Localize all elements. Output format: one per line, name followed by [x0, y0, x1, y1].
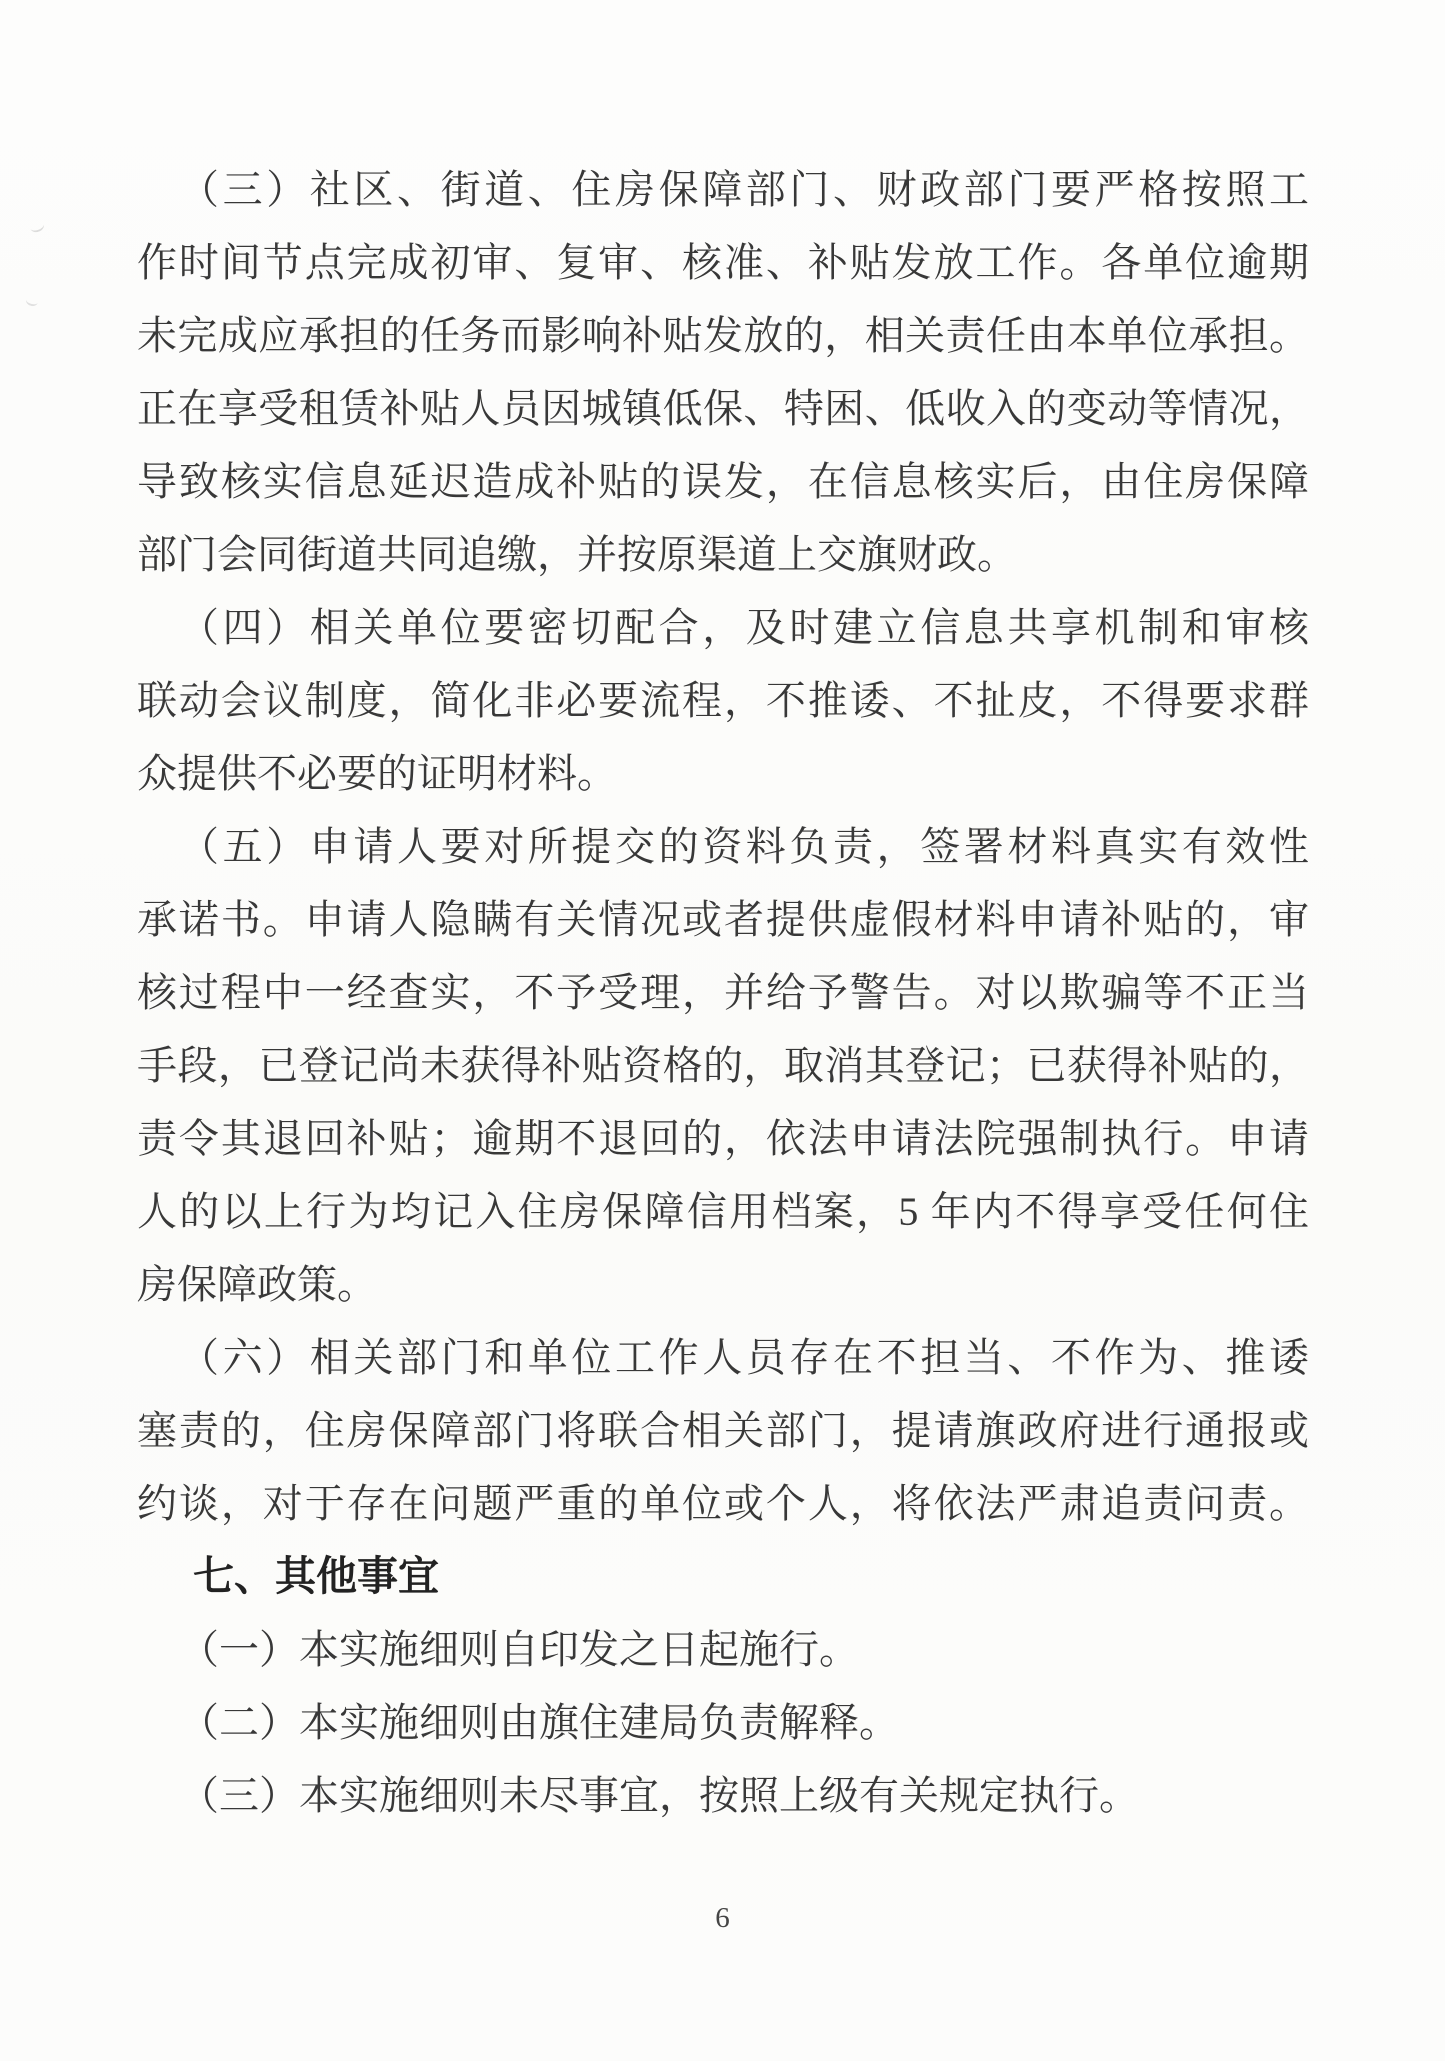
text-line: 房保障政策。	[137, 1262, 377, 1307]
text-line: 手段，已登记尚未获得补贴资格的，取消其登记；已获得补贴的，	[137, 1043, 1309, 1088]
text-line: 未完成应承担的任务而影响补贴发放的，相关责任由本单位承担。	[137, 313, 1309, 358]
text-line: 人的以上行为均记入住房保障信用档案，5 年内不得享受任何住	[137, 1189, 1309, 1234]
text-line: 作时间节点完成初审、复审、核准、补贴发放工作。各单位逾期	[137, 240, 1309, 285]
text-line: （二）本实施细则由旗住建局负责解释。	[179, 1700, 899, 1745]
text-line: （六）相关部门和单位工作人员存在不担当、不作为、推诿	[179, 1335, 1309, 1380]
text-line: 正在享受租赁补贴人员因城镇低保、特困、低收入的变动等情况，	[137, 386, 1309, 431]
text-line: （一）本实施细则自印发之日起施行。	[179, 1627, 859, 1672]
text-line: 联动会议制度，简化非必要流程，不推诿、不扯皮，不得要求群	[137, 678, 1309, 723]
text-line: 约谈，对于存在问题严重的单位或个人，将依法严肃追责问责。	[137, 1481, 1309, 1526]
text-line: 承诺书。申请人隐瞒有关情况或者提供虚假材料申请补贴的，审	[137, 897, 1309, 942]
page-number: 6	[715, 1902, 730, 1934]
text-line: （三）本实施细则未尽事宜，按照上级有关规定执行。	[179, 1773, 1139, 1818]
section-heading: 七、其他事宜	[193, 1553, 439, 1599]
text-line: 众提供不必要的证明材料。	[137, 751, 617, 796]
text-line: 核过程中一经查实，不予受理，并给予警告。对以欺骗等不正当	[137, 970, 1309, 1015]
document-body	[137, 153, 1309, 1832]
text-line: 导致核实信息延迟造成补贴的误发，在信息核实后，由住房保障	[137, 459, 1309, 504]
text-line: 部门会同街道共同追缴，并按原渠道上交旗财政。	[137, 532, 1017, 577]
scan-artifact	[25, 295, 39, 308]
text-line: （四）相关单位要密切配合，及时建立信息共享机制和审核	[179, 605, 1309, 650]
text-line: 塞责的，住房保障部门将联合相关部门，提请旗政府进行通报或	[137, 1408, 1309, 1453]
text-line: （三）社区、街道、住房保障部门、财政部门要严格按照工	[179, 167, 1309, 212]
text-line: 责令其退回补贴；逾期不退回的，依法申请法院强制执行。申请	[137, 1116, 1309, 1161]
scan-artifact	[29, 219, 46, 234]
text-line: （五）申请人要对所提交的资料负责，签署材料真实有效性	[179, 824, 1309, 869]
